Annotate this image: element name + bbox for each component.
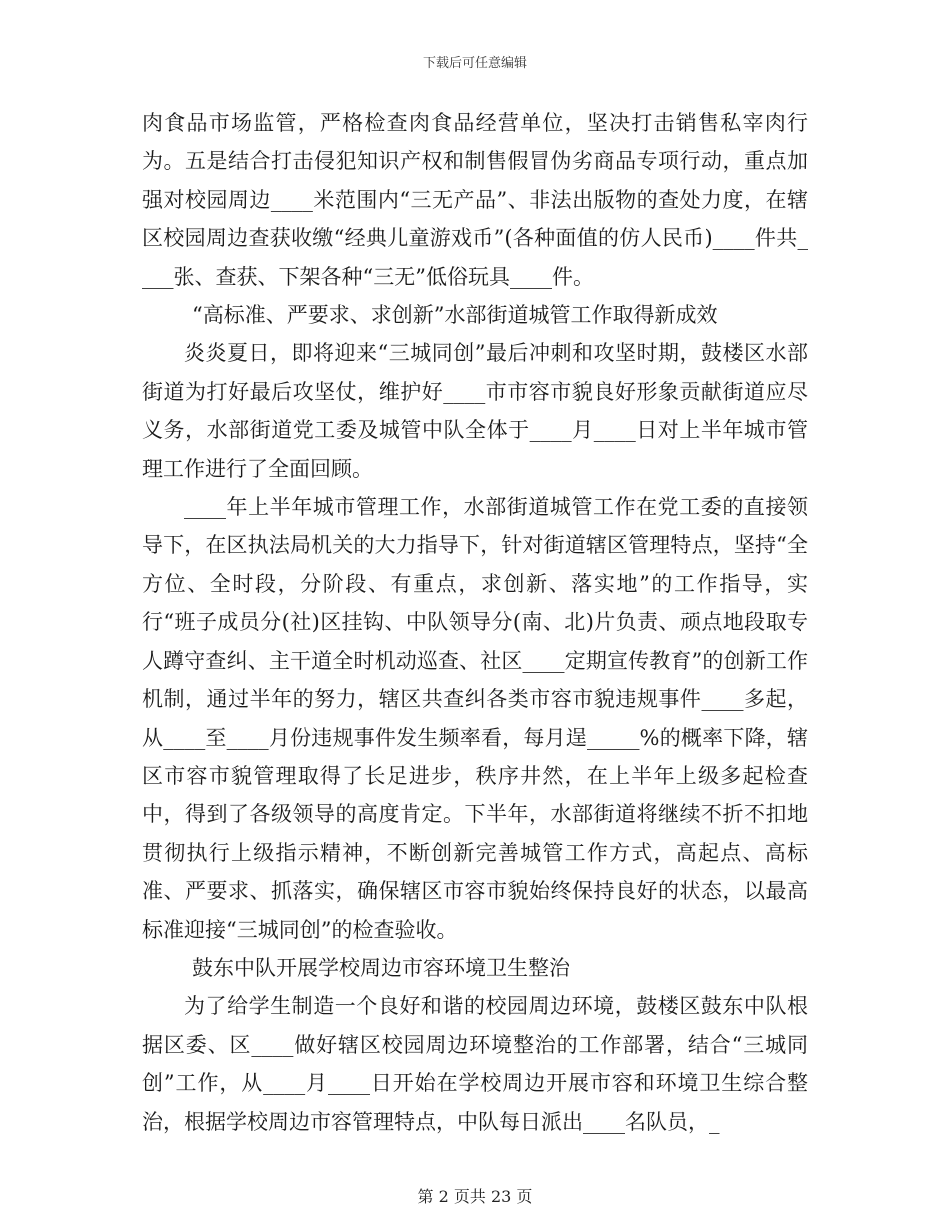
document-body <box>142 104 808 1141</box>
section-title-shuibu: “高标准、严要求、求创新”水部街道城管工作取得新成效 <box>192 303 718 328</box>
paragraph-school-rectification: 为了给学生制造一个良好和谐的校园周边环境，鼓楼区鼓东中队根据区委、区____做好辖区校园周边环境整治的工作部署，结合“三城同创”工作，从____月____日开始在学校周边开展市容和环境卫生综合整治，根据学校周边市容管理特点，中队每日派出____名队员，_ <box>142 994 808 1134</box>
page-number: 第 2 页共 23 页 <box>417 1187 533 1206</box>
page-header-note: 下载后可任意编辑 <box>422 56 527 71</box>
section-title-gudong: 鼓东中队开展学校周边市容环境卫生整治 <box>192 955 570 980</box>
paragraph-market-supervision: 肉食品市场监管，严格检查肉食品经营单位，坚决打击销售私宰肉行为。五是结合打击侵犯知识产权和制售假冒伪劣商品专项行动，重点加强对校园周边____米范围内“三无产品”、非法出版物的查处力度，在辖区校园周边查获收缴“经典儿童游戏币”(各种面值的仿人民币)____件共____张、查获、下架各种“三无”低俗玩具____件。 <box>142 111 808 289</box>
paragraph-summer-review: 炎炎夏日，即将迎来“三城同创”最后冲刺和攻坚时期，鼓楼区水部街道为打好最后攻坚仗，维护好____市市容市貌良好形象贡献街道应尽义务，水部街道党工委及城管中队全体于____月____日对上半年城市管理工作进行了全面回顾。 <box>142 341 808 481</box>
paragraph-half-year-work: ____年上半年城市管理工作，水部街道城管工作在党工委的直接领导下，在区执法局机关的大力指导下，针对街道辖区管理特点，坚持“全方位、全时段，分阶段、有重点，求创新、落实地”的工作指导，实行“班子成员分(社)区挂钩、中队领导分(南、北)片负责、顽点地段取专人蹲守查纠、主干道全时机动巡查、社区____定期宣传教育”的创新工作机制，通过半年的努力，辖区共查纠各类市容市貌违规事件____多起，从____至____月份违规事件发生频率看，每月逞_____%的概率下降，辖区市容市貌管理取得了长足进步，秩序井然，在上半年上级多起检查中，得到了各级领导的高度肯定。下半年，水部街道将继续不折不扣地贯彻执行上级指示精神，不断创新完善城管工作方式，高起点、高标准、严要求、抓落实，确保辖区市容市貌始终保持良好的状态，以最高标准迎接“三城同创”的检查验收。 <box>142 495 808 942</box>
